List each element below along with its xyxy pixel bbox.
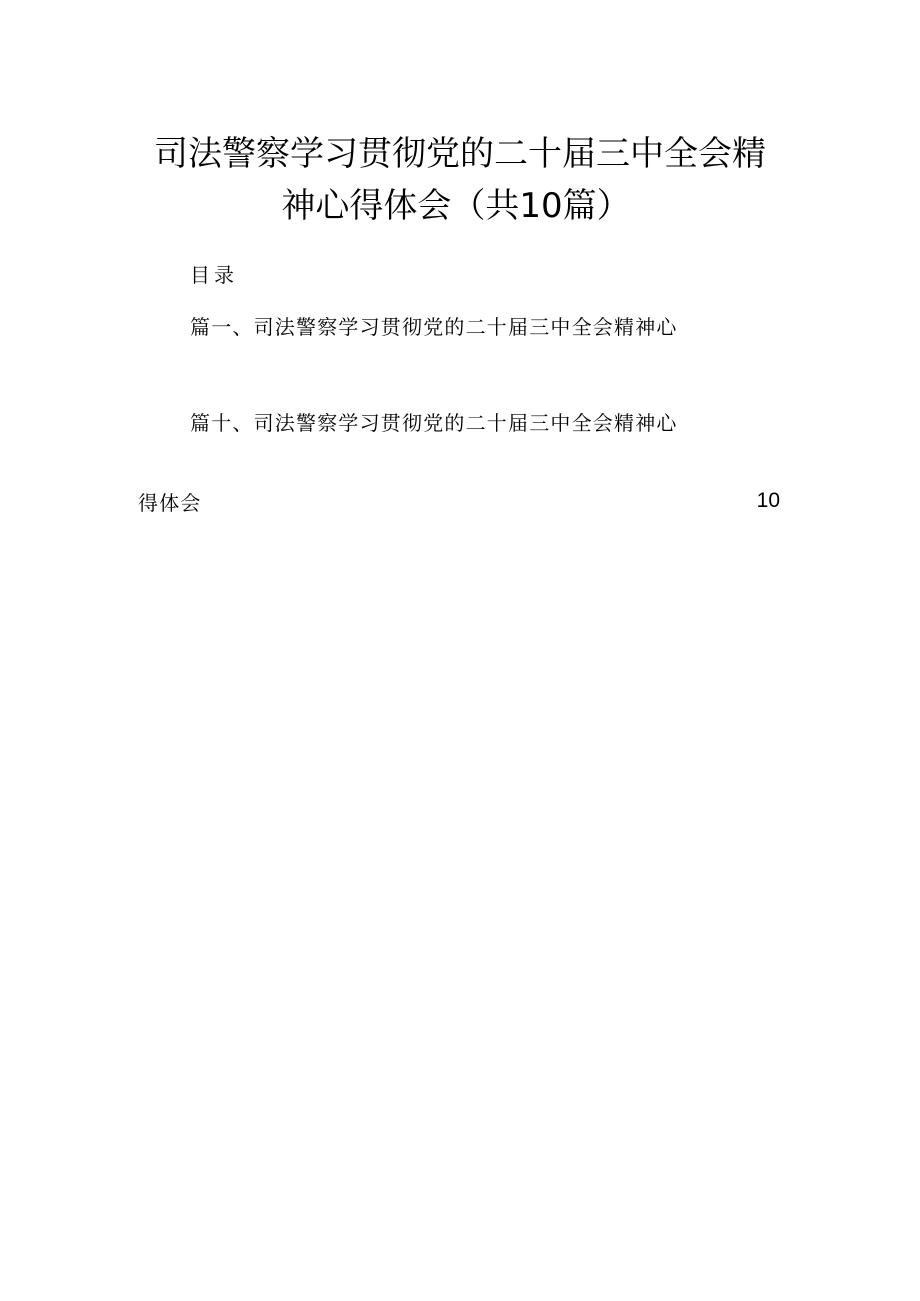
toc-entry-10-page-number: 10 — [756, 489, 780, 512]
toc-entry-1[interactable]: 篇一、司法警察学习贯彻党的二十届三中全会精神心 — [190, 315, 678, 339]
toc-entry-10-continuation[interactable]: 得体会 — [138, 491, 202, 515]
document-title-line-1: 司法警察学习贯彻党的二十届三中全会精 — [154, 134, 766, 174]
toc-entry-10[interactable]: 篇十、司法警察学习贯彻党的二十届三中全会精神心 — [190, 411, 678, 435]
toc-heading: 目录 — [190, 263, 238, 287]
document-title-line-2: 神心得体会（共10篇） — [281, 186, 631, 226]
